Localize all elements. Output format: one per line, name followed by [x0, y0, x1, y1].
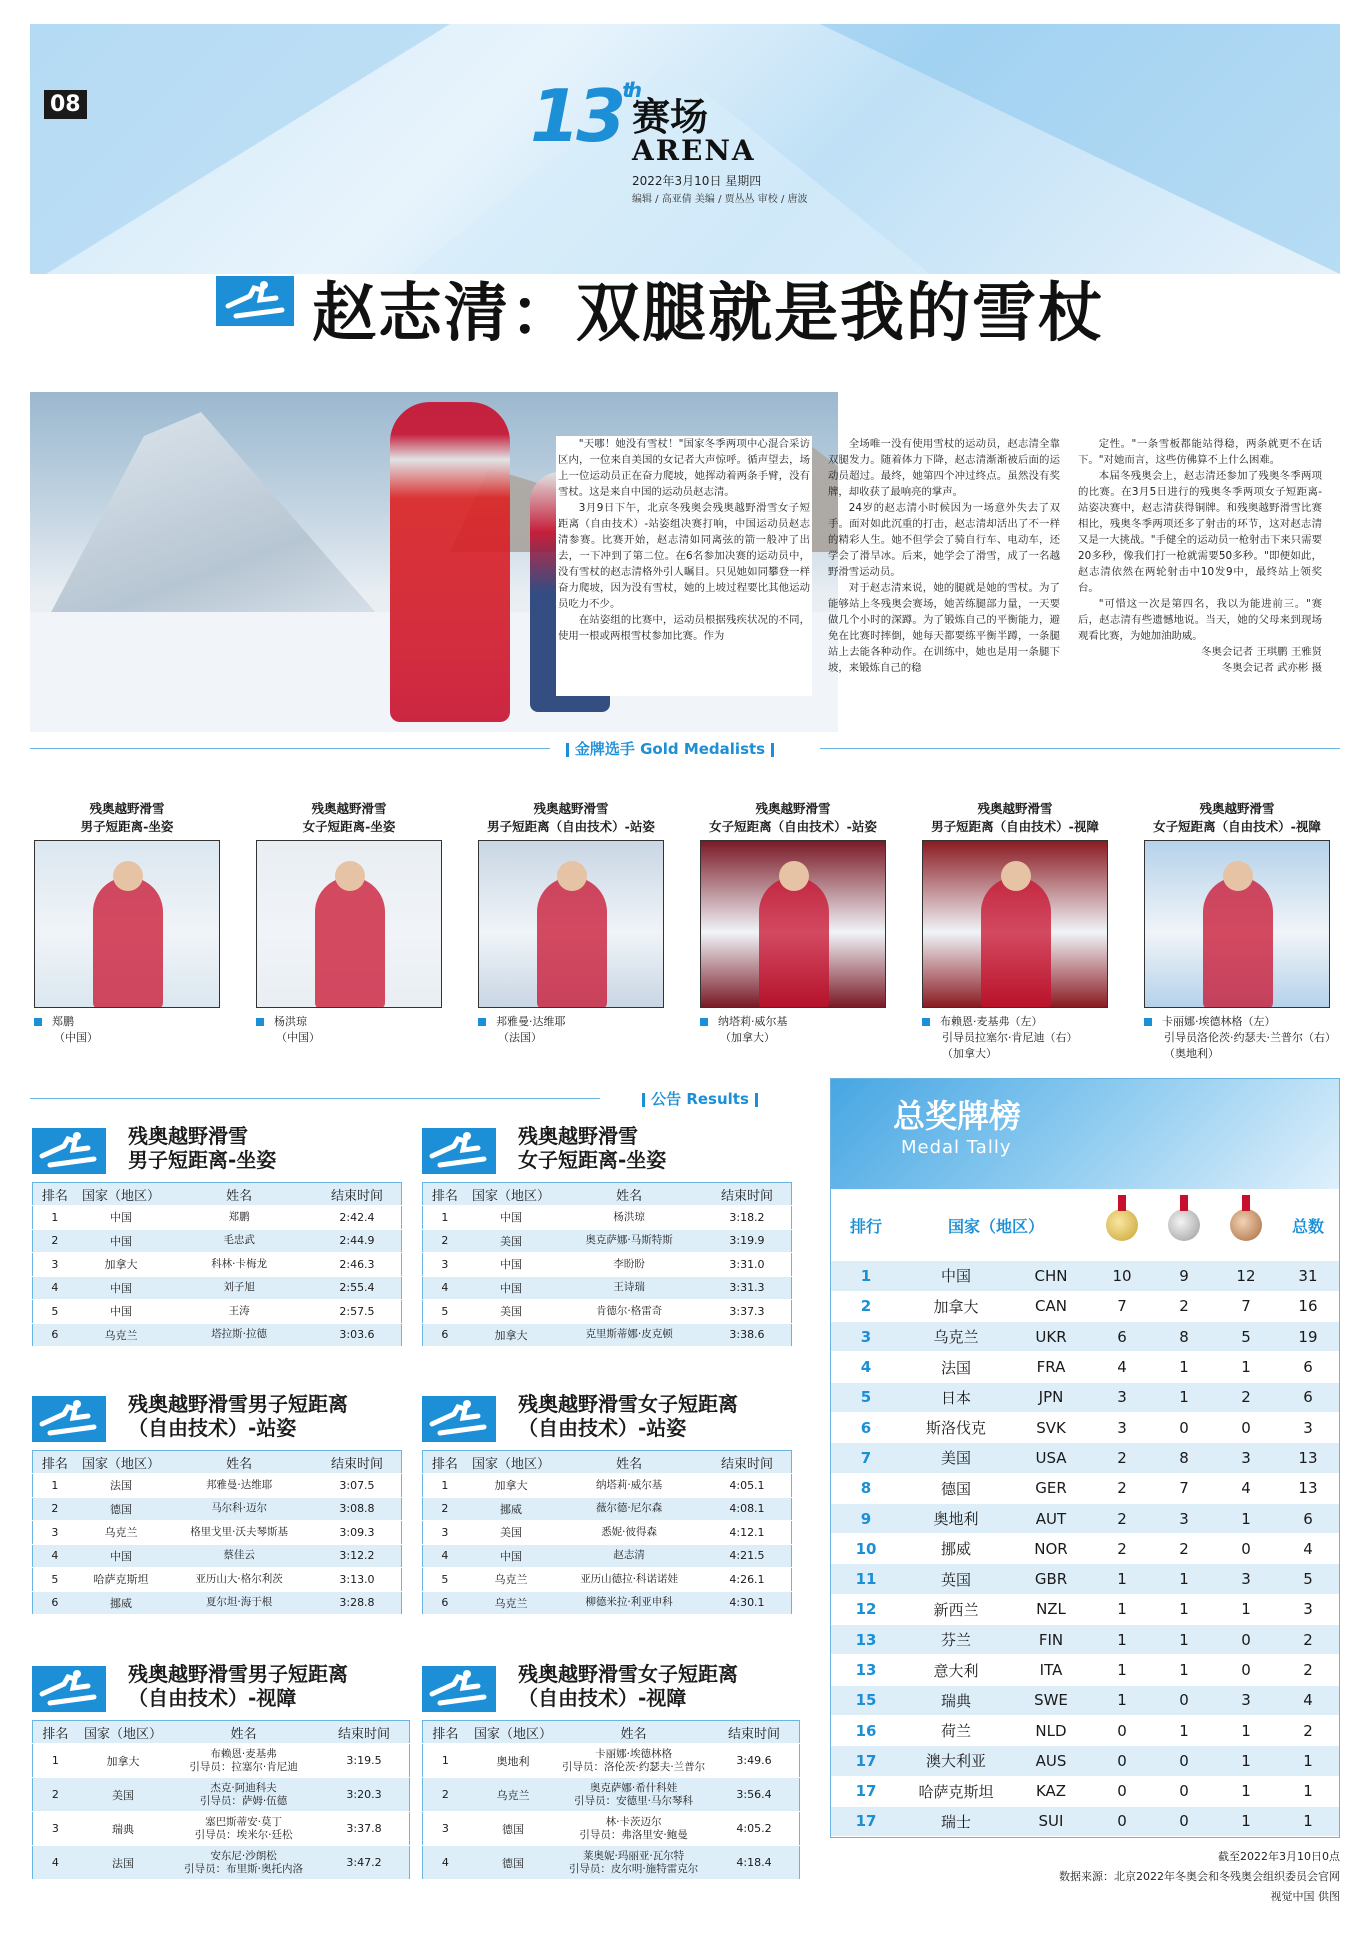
athlete-name: 薇尔德·尼尔森: [555, 1497, 703, 1521]
tally-note-source: 数据来源：北京2022年冬奥会和冬残奥会组织委员会官网: [1059, 1870, 1340, 1883]
athlete-name: 蔡佳云: [165, 1544, 313, 1568]
tally-header-total: 总数: [1291, 1216, 1324, 1236]
athlete-name: 克里斯蒂娜·皮克顿: [555, 1323, 703, 1347]
result-row: 2 美国 奥克萨娜·马斯特斯 3:19.9: [423, 1229, 792, 1253]
athlete-name: 郑鹏: [165, 1206, 313, 1230]
tally-row: 10 挪威 NOR 2 2 0 4: [831, 1534, 1339, 1564]
day-badge: 13th: [530, 74, 639, 158]
result-row: 6 乌克兰 柳德米拉·利亚申科 4:30.1: [423, 1591, 792, 1615]
medalist-card: [32, 800, 222, 1046]
tally-row: 13 芬兰 FIN 1 1 0 2: [831, 1625, 1339, 1655]
medalist-event: 残奥越野滑雪 男子短距离（自由技术）-站姿: [487, 801, 655, 834]
medalist-name: 纳塔莉·威尔基: [718, 1015, 788, 1028]
medal-tally-title-en: Medal Tally: [901, 1137, 1012, 1158]
byline-writers: 冬奥会记者 王琪鹏 王雅贤: [1201, 646, 1322, 658]
tally-header-rank: 排行: [849, 1216, 882, 1236]
medalist-caption: 卡丽娜·埃德林格（左） 引导员洛伦茨·约瑟夫·兰普尔（右） （奥地利）: [1142, 1014, 1332, 1062]
para-ski-pictogram-icon: [422, 1128, 496, 1174]
medalist-caption: [476, 1014, 666, 1046]
medal-tally-header: [831, 1079, 1339, 1189]
result-row: 3 瑞典 塞巴斯蒂安·莫丁 引导员：埃米尔·廷松 3:37.8: [33, 1812, 410, 1846]
result-title: 残奥越野滑雪女子短距离 （自由技术）-视障: [422, 1658, 800, 1720]
result-row: 1 法国 邦雅曼·达维耶 3:07.5: [33, 1474, 402, 1498]
athlete-name: 马尔科·迈尔: [165, 1497, 313, 1521]
athlete-name: 格里戈里·沃夫琴斯基: [165, 1521, 313, 1545]
para-ski-pictogram-icon: [32, 1666, 106, 1712]
medalist-photo: [700, 840, 886, 1008]
athlete-name: 科林·卡梅龙: [165, 1253, 313, 1277]
result-row: 3 乌克兰 格里戈里·沃夫琴斯基 3:09.3: [33, 1521, 402, 1545]
medalist-caption: 布赖恩·麦基弗（左） 引导员拉塞尔·肯尼迪（右） （加拿大）: [920, 1014, 1110, 1062]
tally-row: 7 美国 USA 2 8 3 13: [831, 1443, 1339, 1473]
athlete-name: 林·卡茨迈尔 引导员：弗洛里安·鲍曼: [558, 1812, 709, 1846]
gold-medalists-label: 金牌选手 Gold Medalists: [540, 738, 800, 760]
tally-row: 3 乌克兰 UKR 6 8 5 19: [831, 1322, 1339, 1352]
medalist-name: 郑鹏: [52, 1015, 74, 1028]
result-row: 1 加拿大 纳塔莉·威尔基 4:05.1: [423, 1474, 792, 1498]
result-table: 排名 国家（地区） 姓名 结束时间 1 加拿大 布赖恩·麦基弗 引导员：拉塞尔·肯尼迪 3:19.5 2 美国 杰克·阿迪科夫 引导员：萨姆·伍德 3:20.3 3 瑞典 塞巴斯蒂安·莫丁 引导员：埃米尔·廷松 3:37.8 4 法国 安东尼·沙朗松 引导员：布里斯·奥托内洛 3:47.2: [32, 1720, 410, 1880]
tally-row: 12 新西兰 NZL 1 1 1 3: [831, 1594, 1339, 1624]
result-row: 3 加拿大 科林·卡梅龙 2:46.3: [33, 1253, 402, 1277]
medalist-event: 残奥越野滑雪 女子短距离（自由技术）-站姿: [709, 801, 877, 834]
medalist-photo: [478, 840, 664, 1008]
result-row: 2 中国 毛忠武 2:44.9: [33, 1229, 402, 1253]
tally-row: 15 瑞典 SWE 1 0 3 4: [831, 1685, 1339, 1715]
medalist-country: （中国）: [54, 1031, 98, 1044]
medalist-photo: [34, 840, 220, 1008]
result-row: 3 美国 悉妮·彼得森 4:12.1: [423, 1521, 792, 1545]
result-table-block: [422, 1658, 800, 1880]
result-table: 排名 国家（地区） 姓名 结束时间 1 中国 郑鹏 2:42.4 2 中国 毛忠武 2:44.9 3 加拿大 科林·卡梅龙 2:46.3 4 中国 刘子旭 2:55.4 5 中国 王涛 2:57.5 6 乌克兰 塔拉斯·拉德 3:03.6: [32, 1182, 402, 1347]
medalist-country: （奥地利）: [1164, 1047, 1219, 1060]
athlete-name: 柳德米拉·利亚申科: [555, 1591, 703, 1615]
athlete-name: 杰克·阿迪科夫 引导员：萨姆·伍德: [168, 1778, 319, 1812]
medalist-card: [254, 800, 444, 1046]
medalist-card: [698, 800, 888, 1046]
result-row: 1 奥地利 卡丽娜·埃德林格 引导员：洛伦茨·约瑟夫·兰普尔 3:49.6: [423, 1744, 800, 1778]
result-row: 4 中国 蔡佳云 3:12.2: [33, 1544, 402, 1568]
tally-note-photo: 视觉中国 供图: [1270, 1890, 1340, 1903]
result-row: 2 挪威 薇尔德·尼尔森 4:08.1: [423, 1497, 792, 1521]
medalist-photo: [922, 840, 1108, 1008]
issue-date: 2022年3月10日 星期四: [632, 174, 762, 188]
athlete-name: 悉妮·彼得森: [555, 1521, 703, 1545]
medalist-name: 布赖恩·麦基弗（左）: [940, 1015, 1043, 1028]
medalist-event: 残奥越野滑雪 女子短距离-坐姿: [302, 801, 396, 834]
result-row: 6 乌克兰 塔拉斯·拉德 3:03.6: [33, 1323, 402, 1347]
medalist-name: 邦雅曼·达维耶: [496, 1015, 566, 1028]
results-label: 公告 Results: [600, 1088, 800, 1110]
result-row: 4 德国 莱奥妮·玛丽亚·瓦尔特 引导员：皮尔明·施特雷克尔 4:18.4: [423, 1846, 800, 1880]
athlete-name: 赵志清: [555, 1544, 703, 1568]
result-row: 4 中国 刘子旭 2:55.4: [33, 1276, 402, 1300]
athlete-name: 亚历山大·格尔利茨: [165, 1568, 313, 1592]
result-row: 1 中国 郑鹏 2:42.4: [33, 1206, 402, 1230]
athlete-name: 莱奥妮·玛丽亚·瓦尔特 引导员：皮尔明·施特雷克尔: [558, 1846, 709, 1880]
result-row: 6 挪威 夏尔坦·海于根 3:28.8: [33, 1591, 402, 1615]
athlete-name: 亚历山德拉·科诺诺娃: [555, 1568, 703, 1592]
athlete-name: 王涛: [165, 1300, 313, 1324]
medalist-event: 残奥越野滑雪 男子短距离（自由技术）-视障: [931, 801, 1099, 834]
medalist-name: 杨洪琼: [274, 1015, 307, 1028]
result-row: 4 中国 王诗瑞 3:31.3: [423, 1276, 792, 1300]
athlete-name: 毛忠武: [165, 1229, 313, 1253]
bronze-medal-icon: [1215, 1189, 1277, 1261]
result-row: 5 哈萨克斯坦 亚历山大·格尔利茨 3:13.0: [33, 1568, 402, 1592]
athlete-name: 布赖恩·麦基弗 引导员：拉塞尔·肯尼迪: [168, 1744, 319, 1778]
divider-results-left: [30, 1098, 600, 1099]
athlete-figure-lead: [390, 402, 510, 722]
editors-line: 编辑 / 高亚倩 美编 / 贾丛丛 审校 / 唐波: [632, 194, 808, 205]
section-title-en: ARENA: [632, 134, 756, 167]
result-row: 5 中国 王涛 2:57.5: [33, 1300, 402, 1324]
tally-row: 8 德国 GER 2 7 4 13: [831, 1473, 1339, 1503]
para-ski-pictogram-icon: [32, 1128, 106, 1174]
divider-right: [820, 748, 1340, 749]
result-table: 排名 国家（地区） 姓名 结束时间 1 中国 杨洪琼 3:18.2 2 美国 奥克萨娜·马斯特斯 3:19.9 3 中国 李盼盼 3:31.0 4 中国 王诗瑞 3:31.3 5 美国 肯德尔·格雷奇 3:37.3 6 加拿大 克里斯蒂娜·皮克顿 3:38.6: [422, 1182, 792, 1347]
result-title: 残奥越野滑雪女子短距离 （自由技术）-站姿: [422, 1388, 792, 1450]
result-row: 5 美国 肯德尔·格雷奇 3:37.3: [423, 1300, 792, 1324]
tally-row: 4 法国 FRA 4 1 1 6: [831, 1352, 1339, 1382]
result-row: 3 中国 李盼盼 3:31.0: [423, 1253, 792, 1277]
headline: 赵志清：双腿就是我的雪杖: [312, 277, 1104, 351]
result-table-block: [422, 1120, 792, 1347]
medal-tally-table: [831, 1189, 1339, 1837]
athlete-name: 纳塔莉·威尔基: [555, 1474, 703, 1498]
article-column-b: 全场唯一没有使用雪杖的运动员，赵志清全靠双腿发力。随着体力下降，赵志清渐渐被后面的运动员超过。最终，她第四个冲过终点。虽然没有奖牌，却收获了最响亮的掌声。 24岁的赵志清小时候因为一场意外失去了双手。面对如此沉重的打击，赵志清却活出了不一样的精彩人生。她不但学会了骑自行车、电动车，还学会了滑旱冰。后来，她学会了滑雪，成了一名越野滑雪运动员。 对于赵志清来说，她的腿就是她的雪杖。为了能够站上冬残奥会赛场，她苦练腿部力量，一天要做几个小时的深蹲。为了锻炼自己的平衡能力，避免在比赛时摔倒，她每天都要练平衡半蹲，一条腿站上去能各种动作。在训练中，她也是用一条腿下坡，来锻炼自己的稳: [828, 438, 1060, 674]
tally-row: 17 澳大利亚 AUS 0 0 1 1: [831, 1746, 1339, 1776]
medalist-caption: [254, 1014, 444, 1046]
athlete-name: 李盼盼: [555, 1253, 703, 1277]
tally-row: 1 中国 CHN 10 9 12 31: [831, 1261, 1339, 1291]
result-row: 2 德国 马尔科·迈尔 3:08.8: [33, 1497, 402, 1521]
medalist-caption: [32, 1014, 222, 1046]
result-row: 2 美国 杰克·阿迪科夫 引导员：萨姆·伍德 3:20.3: [33, 1778, 410, 1812]
medalist-photo: [256, 840, 442, 1008]
result-table-block: [422, 1388, 792, 1615]
result-row: 2 乌克兰 奥克萨娜·希什科娃 引导员：安德里·马尔琴科 3:56.4: [423, 1778, 800, 1812]
result-row: 3 德国 林·卡茨迈尔 引导员：弗洛里安·鲍曼 4:05.2: [423, 1812, 800, 1846]
medal-tally: [830, 1078, 1340, 1838]
tally-row: 17 瑞士 SUI 0 0 1 1: [831, 1806, 1339, 1836]
tally-row: 9 奥地利 AUT 2 3 1 6: [831, 1503, 1339, 1533]
result-row: 5 乌克兰 亚历山德拉·科诺诺娃 4:26.1: [423, 1568, 792, 1592]
result-row: 6 加拿大 克里斯蒂娜·皮克顿 3:38.6: [423, 1323, 792, 1347]
athlete-name: 塞巴斯蒂安·莫丁 引导员：埃米尔·廷松: [168, 1812, 319, 1846]
para-ski-pictogram-icon: [32, 1396, 106, 1442]
medalist-event: 残奥越野滑雪 男子短距离-坐姿: [80, 801, 174, 834]
result-row: 1 中国 杨洪琼 3:18.2: [423, 1206, 792, 1230]
result-table-block: [32, 1388, 402, 1615]
medalist-card: [920, 800, 1110, 1062]
medalist-event: 残奥越野滑雪 女子短距离（自由技术）-视障: [1153, 801, 1321, 834]
tally-row: 11 英国 GBR 1 1 3 5: [831, 1564, 1339, 1594]
tally-row: 16 荷兰 NLD 0 1 1 2: [831, 1715, 1339, 1745]
athlete-name: 塔拉斯·拉德: [165, 1323, 313, 1347]
medalist-country: （中国）: [276, 1031, 320, 1044]
tally-row: 5 日本 JPN 3 1 2 6: [831, 1382, 1339, 1412]
medalist-photo: [1144, 840, 1330, 1008]
silver-medal-icon: [1153, 1189, 1215, 1261]
para-ski-pictogram-icon: [422, 1396, 496, 1442]
result-table: 排名 国家（地区） 姓名 结束时间 1 奥地利 卡丽娜·埃德林格 引导员：洛伦茨·约瑟夫·兰普尔 3:49.6 2 乌克兰 奥克萨娜·希什科娃 引导员：安德里·马尔琴科 3:56.4 3 德国 林·卡茨迈尔 引导员：弗洛里安·鲍曼 4:05.2 4 德国 莱奥妮·玛丽亚·瓦尔特 引导员：皮尔明·施特雷克尔 4:18.4: [422, 1720, 800, 1880]
medalist-card: [1142, 800, 1336, 1062]
medalist-country: （加拿大）: [942, 1047, 997, 1060]
result-table: 排名 国家（地区） 姓名 结束时间 1 加拿大 纳塔莉·威尔基 4:05.1 2 挪威 薇尔德·尼尔森 4:08.1 3 美国 悉妮·彼得森 4:12.1 4 中国 赵志清 4:21.5 5 乌克兰 亚历山德拉·科诺诺娃 4:26.1 6 乌克兰 柳德米拉·利亚申科 4:30.1: [422, 1450, 792, 1615]
tally-note-date: 截至2022年3月10日0点: [1218, 1850, 1340, 1863]
section-title: 赛场: [632, 95, 709, 139]
athlete-name: 邦雅曼·达维耶: [165, 1474, 313, 1498]
tally-row: 2 加拿大 CAN 7 2 7 16: [831, 1291, 1339, 1321]
tally-row: 13 意大利 ITA 1 1 0 2: [831, 1655, 1339, 1685]
athlete-name: 王诗瑞: [555, 1276, 703, 1300]
athlete-name: 夏尔坦·海于根: [165, 1591, 313, 1615]
para-ski-pictogram-icon: [216, 276, 294, 326]
article-column-c: 定性。"一条雪板都能站得稳，两条就更不在话下。"对她而言，这些仿佛算不上什么困难。 本届冬残奥会上，赵志清还参加了残奥冬季两项的比赛。在3月5日进行的残奥冬季两项女子短距离-站姿决赛中，赵志清获得铜牌。和残奥越野滑雪比赛相比，残奥冬季两项还多了射击的环节，这对赵志清又是一大挑战。"手健全的运动员一枪射击下来只需要20多秒，像我们打一枪就需要50多秒。"即便如此，赵志清依然在两轮射击中10发9中，最终站上领奖台。 "可惜这一次是第四名，我以为能进前三。"赛后，赵志清有些遗憾地说。当天，她的父母来到现场观看比赛，为她加油助威。 冬奥会记者 王琪鹏 王雅贤 冬奥会记者 武亦彬 摄: [1078, 438, 1322, 674]
page-number: 08: [44, 90, 87, 119]
tally-header-country: 国家（地区）: [947, 1216, 1044, 1236]
medalist-name: 卡丽娜·埃德林格（左）: [1162, 1015, 1276, 1028]
athlete-name: 刘子旭: [165, 1276, 313, 1300]
medalist-card: [476, 800, 666, 1046]
para-ski-pictogram-icon: [422, 1666, 496, 1712]
athlete-name: 肯德尔·格雷奇: [555, 1300, 703, 1324]
result-row: 4 法国 安东尼·沙朗松 引导员：布里斯·奥托内洛 3:47.2: [33, 1846, 410, 1880]
athlete-name: 杨洪琼: [555, 1206, 703, 1230]
divider-left: [30, 748, 550, 749]
result-title: 残奥越野滑雪男子短距离 （自由技术）-站姿: [32, 1388, 402, 1450]
result-title: 残奥越野滑雪 女子短距离-坐姿: [422, 1120, 792, 1182]
medalist-caption: [698, 1014, 888, 1046]
tally-row: 17 哈萨克斯坦 KAZ 0 0 1 1: [831, 1776, 1339, 1806]
athlete-name: 奥克萨娜·马斯特斯: [555, 1229, 703, 1253]
result-table: 排名 国家（地区） 姓名 结束时间 1 法国 邦雅曼·达维耶 3:07.5 2 德国 马尔科·迈尔 3:08.8 3 乌克兰 格里戈里·沃夫琴斯基 3:09.3 4 中国 蔡佳云 3:12.2 5 哈萨克斯坦 亚历山大·格尔利茨 3:13.0 6 挪威 夏尔坦·海于根 3:28.8: [32, 1450, 402, 1615]
result-row: 1 加拿大 布赖恩·麦基弗 引导员：拉塞尔·肯尼迪 3:19.5: [33, 1744, 410, 1778]
tally-row: 6 斯洛伐克 SVK 3 0 0 3: [831, 1412, 1339, 1442]
result-title: 残奥越野滑雪 男子短距离-坐姿: [32, 1120, 402, 1182]
result-row: 4 中国 赵志清 4:21.5: [423, 1544, 792, 1568]
athlete-name: 奥克萨娜·希什科娃 引导员：安德里·马尔琴科: [558, 1778, 709, 1812]
result-table-block: [32, 1658, 410, 1880]
gold-medal-icon: [1091, 1189, 1153, 1261]
medal-tally-title: 总奖牌榜: [893, 1097, 1022, 1135]
article-column-a: "天哪！她没有雪杖！"国家冬季两项中心混合采访区内，一位来自美国的女记者大声惊呼。循声望去，场上一位运动员正在奋力爬坡，她挥动着两条手臂，没有雪杖。这是来自中国的运动员赵志清。 3月9日下午，北京冬残奥会残奥越野滑雪女子短距离（自由技术）-站姿组决赛打响，中国运动员赵志清参赛。比赛开始，赵志清如同离弦的箭一般冲了出去，一下冲到了第二位。在6名参加决赛的运动员中，没有雪杖的赵志清格外引人瞩目。只见她如同攀登一样奋力爬坡，因为没有雪杖，她的上坡过程要比其他运动员吃力不少。 在站姿组的比赛中，运动员根据残疾状况的不同，使用一根或两根雪杖参加比赛。作为: [558, 438, 810, 642]
result-table-block: [32, 1120, 402, 1347]
athlete-name: 卡丽娜·埃德林格 引导员：洛伦茨·约瑟夫·兰普尔: [558, 1744, 709, 1778]
result-title: 残奥越野滑雪男子短距离 （自由技术）-视障: [32, 1658, 410, 1720]
byline-photo: 冬奥会记者 武亦彬 摄: [1221, 662, 1322, 674]
athlete-name: 安东尼·沙朗松 引导员：布里斯·奥托内洛: [168, 1846, 319, 1880]
medalist-country: （法国）: [498, 1031, 542, 1044]
medalist-country: （加拿大）: [720, 1031, 775, 1044]
